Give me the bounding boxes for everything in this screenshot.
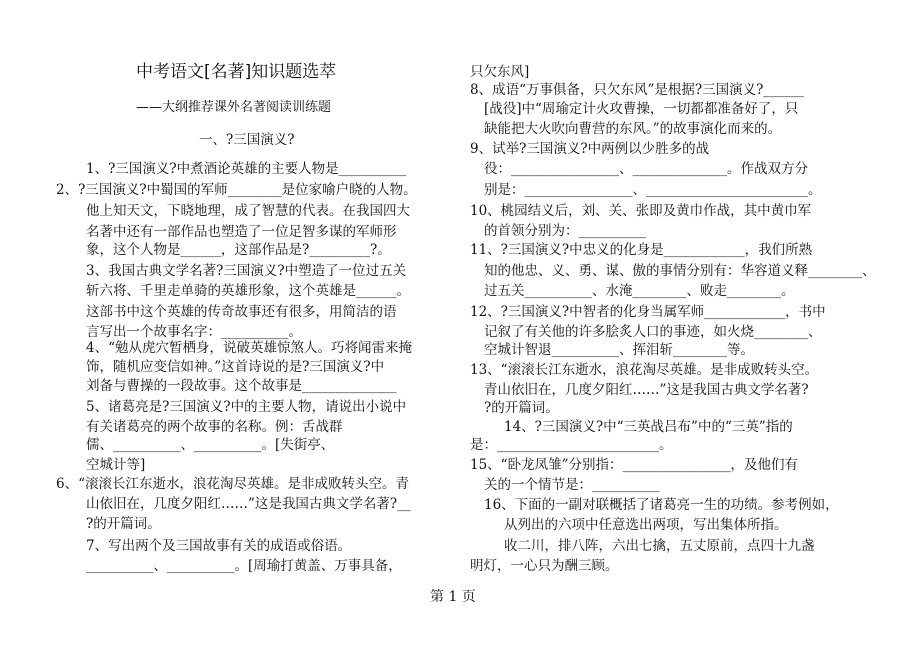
text-line: 别是：________________、________________________。 [484, 182, 822, 198]
text-line: 言写出一个故事名字：__________。 [86, 324, 302, 340]
text-line: 是：________________________。 [470, 437, 673, 453]
text-line: 7、写出两个及三国故事有关的成语或俗语。 [86, 538, 352, 554]
text-line: 饰，随机应变信如神。”这首诗说的是?三国演义?中 [86, 359, 385, 375]
text-line: __________、__________。[周瑜打黄盖、万事具备， [86, 558, 402, 574]
text-line: 收二川，排八阵，六出七擒，五丈原前，点四十九盏 [504, 538, 815, 554]
text-line: 1、?三国演义?中煮酒论英雄的主要人物是__________ [86, 161, 407, 177]
text-line: 知的他忠、义、勇、谋、傲的事情分别有：华容道义释________、 [484, 263, 876, 279]
text-line: 15、“卧龙凤雏”分别指：________________，及他们有 [470, 457, 798, 473]
text-line: 缺能把大火吹向曹营的东风。”的故事演化而来的。 [484, 121, 782, 137]
text-line: 空城计等] [86, 457, 146, 473]
text-line: 斩六将、千里走单骑的英雄形象，这个英雄是______。 [86, 283, 410, 299]
text-line: 4、“勉从虎穴暂栖身，说破英雄惊煞人。巧将闻雷来掩 [86, 340, 412, 356]
text-line: 11、?三国演义?中忠义的化身是____________，我们所熟 [470, 242, 813, 258]
text-line: 13、“滚滚长江东逝水，浪花淘尽英雄。是非成败转头空。 [470, 362, 819, 378]
text-line: 名著中还有一部作品也塑造了一位足智多谋的军师形 [86, 224, 397, 240]
text-line: 的首领分别为：__________ [484, 223, 646, 239]
text-line: 14、?三国演义?中“三英战吕布”中的“三英”指的 [504, 419, 793, 435]
page-subtitle: ——大纲推荐课外名著阅读训练题 [136, 100, 332, 115]
text-line: [战役]中“周瑜定计火攻曹操，一切都都准备好了，只 [484, 101, 799, 117]
text-line: 记叙了有关他的许多脍炙人口的事迹，如火烧________、 [484, 324, 822, 340]
page-title: 中考语文[名著]知识题选萃 [136, 62, 337, 82]
text-line: 刘备与曹操的一段故事。这个故事是______________ [86, 378, 397, 394]
text-line: 9、试举?三国演义?中两例以少胜多的战 [470, 141, 710, 157]
text-line: 10、桃园结义后，刘、关、张即及黄巾作战，其中黄巾军 [470, 203, 812, 219]
text-line: 3、我国古典文学名著?三国演义?中塑造了一位过五关 [86, 263, 407, 279]
text-line: 关的一个情节是：__________ [484, 477, 660, 493]
text-line: 青山依旧在，几度夕阳红……”这是我国古典文学名著? [484, 382, 809, 398]
text-line: 山依旧在，几度夕阳红……”这是我国古典文学名著?__ [86, 496, 411, 512]
text-line: 明灯，一心只为酬三顾。 [470, 558, 619, 574]
text-line: 16、下面的一副对联概括了诸葛亮一生的功绩。参考例如， [484, 497, 839, 513]
text-line: 6、“滚滚长江东逝水，浪花淘尽英雄。是非成败转头空。青 [56, 476, 409, 492]
text-line: ?的开篇词。 [484, 400, 559, 416]
text-line: 象，这个人物是______，这部作品是?_________?。 [86, 242, 391, 258]
text-line: 12、?三国演义?中智者的化身当属军师____________，书中 [470, 304, 826, 320]
text-line: 这部书中这个英雄的传奇故事还有很多，用简洁的语 [86, 304, 397, 320]
text-line: 役：________________、______________。作战双方分 [484, 161, 808, 177]
page-number: 第 1 页 [430, 589, 476, 605]
text-line: 过五关__________、水淹________、败走________。 [484, 283, 795, 299]
text-line: 2、?三国演义?中蜀国的军师________是位家喻户晓的人物。 [56, 182, 417, 198]
text-line: 空城计智退__________、挥泪斩________等。 [484, 342, 754, 358]
text-line: 儒、__________、__________。[失街亭、 [86, 437, 335, 453]
text-line: 有关诸葛亮的两个故事的名称。例：舌战群 [86, 419, 343, 435]
text-line: ?的开篇词。 [86, 516, 161, 532]
text-line: 8、成语“万事俱备，只欠东风”是根据?三国演义?______ [470, 82, 804, 98]
text-line: 从列出的六项中任意选出两项，写出集体所指。 [504, 517, 788, 533]
text-line: 5、诸葛亮是?三国演义?中的主要人物，请说出小说中 [86, 399, 407, 415]
text-line: 只欠东风] [470, 64, 530, 80]
section-heading: 一、?三国演义? [199, 132, 295, 148]
text-line: 他上知天文，下晓地理，成了智慧的代表。在我国四大 [86, 203, 410, 219]
